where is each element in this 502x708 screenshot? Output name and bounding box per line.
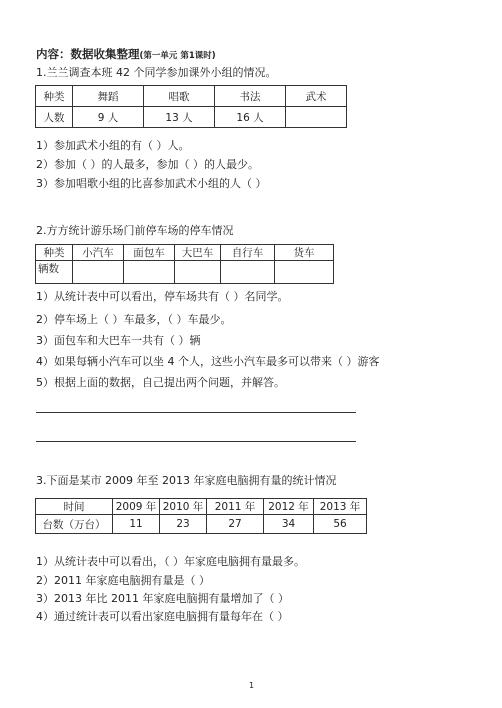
page-title: 内容：数据收集整理 bbox=[36, 47, 140, 61]
table-header-cell: 2012 年 bbox=[264, 499, 314, 515]
q2-item: 1）从统计表中可以看出，停车场共有（ ）名同学。 bbox=[36, 290, 289, 303]
q3-item: 4）通过统计表可以看出家庭电脑拥有量每年在（ ） bbox=[36, 610, 289, 623]
table-row bbox=[36, 515, 367, 534]
table-header-cell: 2013 年 bbox=[314, 499, 367, 515]
table-cell: 人数 bbox=[36, 107, 73, 128]
table-cell: 辆数 bbox=[36, 261, 73, 284]
table-header-cell: 唱歌 bbox=[144, 86, 215, 107]
table-cell: 16 人 bbox=[215, 107, 286, 128]
table-cell bbox=[124, 261, 175, 284]
table-cell bbox=[175, 261, 221, 284]
q3-item: 3）2013 年比 2011 年家庭电脑拥有量增加了（ ） bbox=[36, 592, 289, 605]
table-cell bbox=[286, 107, 347, 128]
table-cell: 台数（万台） bbox=[36, 515, 113, 534]
page-header bbox=[36, 43, 216, 62]
q1-title: 1.兰兰调查本班 42 个同学参加课外小组的情况。 bbox=[36, 66, 277, 79]
table-header-cell: 小汽车 bbox=[73, 245, 124, 261]
table-cell: 11 bbox=[113, 515, 160, 534]
table-cell: 27 bbox=[207, 515, 264, 534]
q3-item: 2）2011 年家庭电脑拥有量是（ ） bbox=[36, 574, 210, 587]
q1-item: 2）参加（ ）的人最多，参加（ ）的人最少。 bbox=[36, 158, 259, 171]
table-cell bbox=[275, 261, 334, 284]
page-subtitle: (第一单元 第1课时) bbox=[139, 51, 216, 61]
q2-table bbox=[35, 244, 334, 284]
q2-item: 4）如果每辆小汽车可以坐 4 个人，这些小汽车最多可以带来（ ）游客 bbox=[36, 355, 380, 368]
answer-line bbox=[36, 441, 356, 442]
q2-item: 5）根据上面的数据，自己提出两个问题，并解答。 bbox=[36, 376, 285, 389]
table-cell: 9 人 bbox=[73, 107, 144, 128]
table-cell: 34 bbox=[264, 515, 314, 534]
table-header-cell: 武术 bbox=[286, 86, 347, 107]
q1-table bbox=[35, 85, 347, 128]
table-header-cell: 面包车 bbox=[124, 245, 175, 261]
table-header-cell: 大巴车 bbox=[175, 245, 221, 261]
table-header-cell: 种类 bbox=[36, 245, 73, 261]
answer-line bbox=[36, 412, 356, 413]
table-row bbox=[36, 261, 334, 284]
q3-item: 1）从统计表中可以看出，（ ）年家庭电脑拥有量最多。 bbox=[36, 555, 305, 568]
table-header-cell: 2010 年 bbox=[160, 499, 207, 515]
table-header-cell: 自行车 bbox=[221, 245, 275, 261]
page-number: 1 bbox=[249, 681, 255, 690]
table-header-cell: 舞蹈 bbox=[73, 86, 144, 107]
table-header-row bbox=[36, 499, 367, 515]
table-header-row bbox=[36, 86, 347, 107]
q2-title: 2.方方统计游乐场门前停车场的停车情况 bbox=[36, 224, 234, 237]
q3-table bbox=[35, 498, 367, 534]
q3-title: 3.下面是某市 2009 年至 2013 年家庭电脑拥有量的统计情况 bbox=[36, 474, 337, 487]
table-cell bbox=[73, 261, 124, 284]
q2-item: 2）停车场上（ ）车最多，（ ）车最少。 bbox=[36, 313, 232, 326]
table-header-cell: 2011 年 bbox=[207, 499, 264, 515]
table-header-cell: 书法 bbox=[215, 86, 286, 107]
table-cell: 23 bbox=[160, 515, 207, 534]
q1-item: 3）参加唱歌小组的比喜参加武术小组的人（ ） bbox=[36, 177, 267, 190]
table-header-cell: 时间 bbox=[36, 499, 113, 515]
q1-item: 1）参加武术小组的有（ ）人。 bbox=[36, 139, 190, 152]
q2-item: 3）面包车和大巴车一共有（ ）辆 bbox=[36, 334, 201, 347]
table-header-cell: 货车 bbox=[275, 245, 334, 261]
table-header-row bbox=[36, 245, 334, 261]
table-cell bbox=[221, 261, 275, 284]
table-cell: 56 bbox=[314, 515, 367, 534]
table-header-cell: 种类 bbox=[36, 86, 73, 107]
table-header-cell: 2009 年 bbox=[113, 499, 160, 515]
table-cell: 13 人 bbox=[144, 107, 215, 128]
table-row bbox=[36, 107, 347, 128]
